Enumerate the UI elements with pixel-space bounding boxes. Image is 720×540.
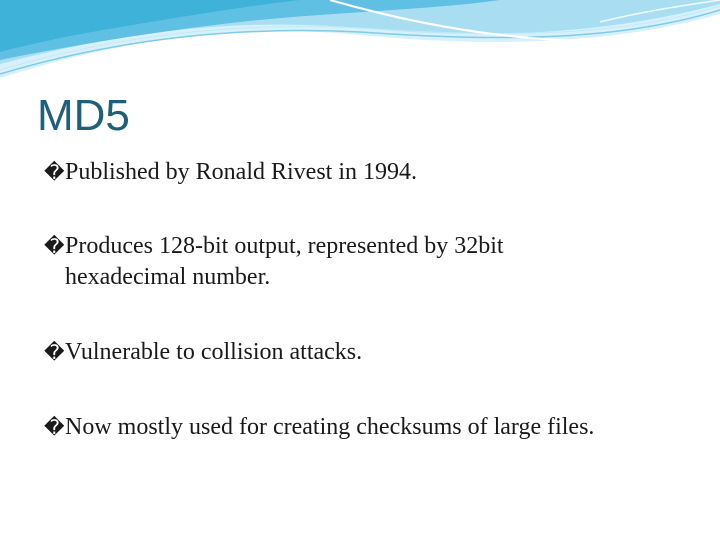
bullet-text: Vulnerable to collision attacks.	[65, 339, 363, 365]
bullet-text: Published by Ronald Rivest in 1994.	[65, 159, 418, 185]
bullet-glyph-icon: �	[44, 160, 65, 184]
bullet-glyph-icon: �	[44, 415, 65, 439]
bullet-glyph-icon: �	[44, 234, 65, 258]
bullet-item	[44, 412, 694, 443]
bullet-item	[44, 337, 694, 368]
bullet-glyph-icon: �	[44, 340, 65, 364]
bullet-text-continuation: hexadecimal number.	[65, 264, 271, 290]
slide-title: MD5	[37, 91, 130, 140]
bullet-item	[44, 231, 694, 293]
bullet-text: Now mostly used for creating checksums of large files.	[65, 414, 595, 440]
header-wave-decoration	[0, 0, 720, 90]
bullet-item	[44, 157, 694, 188]
bullet-text: Produces 128-bit output, represented by 32bit	[65, 233, 504, 259]
